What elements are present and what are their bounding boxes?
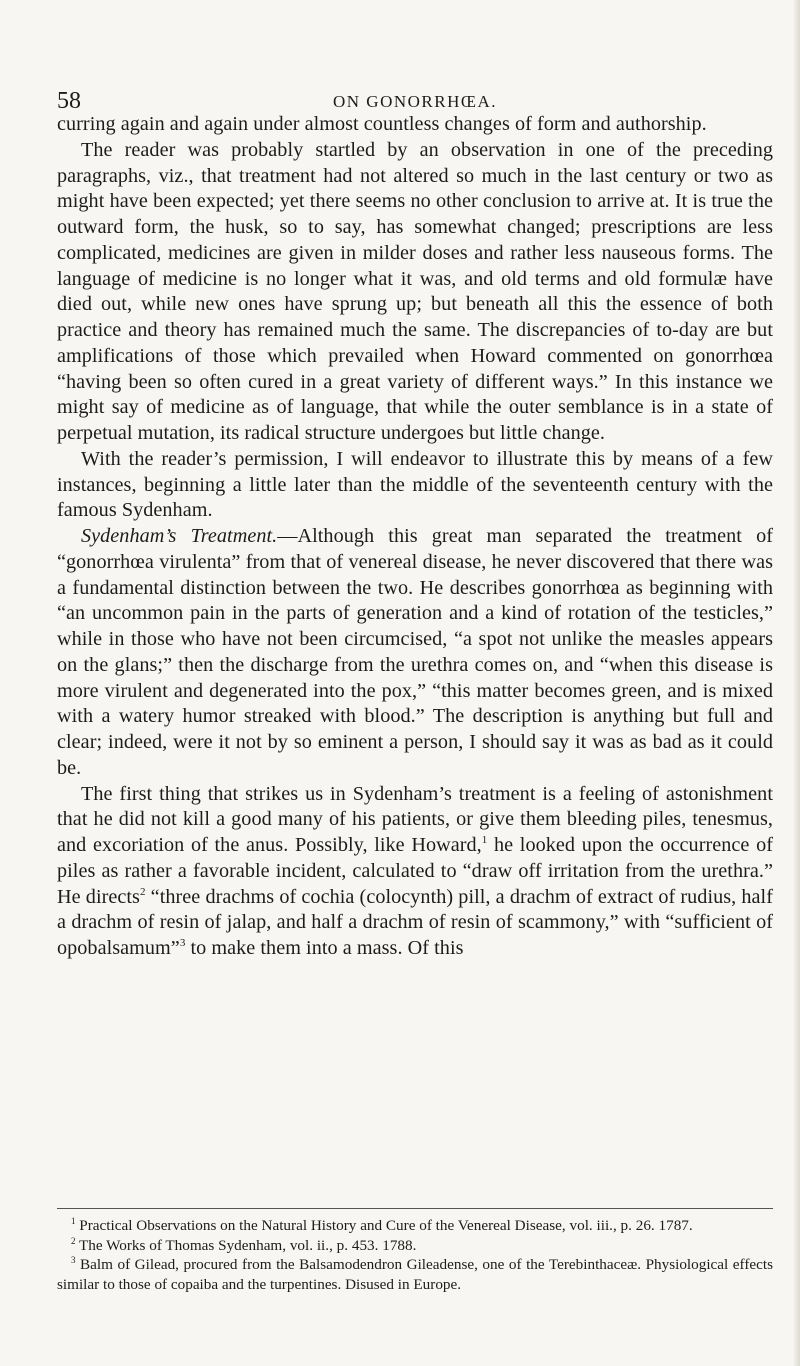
running-title: ON GONORRHŒA.	[332, 92, 497, 111]
footnote-text: The Works of Thomas Sydenham, vol. ii., p. 453. 1788.	[75, 1236, 417, 1254]
footnote-ref: 3	[179, 937, 186, 949]
footnote-text: Practical Observations on the Natural History and Cure of the Venereal Disease, vol. iii., p. 26. 1787.	[75, 1217, 693, 1234]
footnote-divider	[57, 1208, 773, 1209]
paragraph-text: to make them into a mass. Of this	[185, 937, 464, 959]
footnote-marker: 3	[71, 1255, 76, 1265]
footnote-marker: 1	[71, 1216, 76, 1226]
paragraph-with-references	[57, 782, 773, 962]
footnote-ref: 2	[139, 885, 146, 898]
paragraph: The reader was probably startled by an observation in one of the preceding paragraphs, viz., that treatment had not altered so much in the last century or two as might have been expected; yet there seems no other conclusion to arrive at. It is true the outward form, the husk, so to say, has somewhat changed; prescriptions are less complicated, medicines are given in milder doses and rather less nauseous forms. The language of medicine is no longer what it was, and old terms and old formulæ have died out, while new ones have sprung up; but beneath all this the essence of both practice and theory has remained much the same. The discrepancies of to-day are but amplifications of those which prevailed when Howard commented on gonorrhœa “having been so often cured in a great variety of different ways.” In this instance we might say of medicine as of language, that while the outer semblance is in a state of perpetual mutation, its radical structure undergoes but little change.	[57, 138, 773, 444]
footnote	[57, 1255, 773, 1294]
page-number: 58	[57, 88, 81, 114]
paragraph-text: The first thing that strikes us in Sydenham’s treatment is a feeling of astonishment that he did not kill a good many of his patients, or give them bleeding piles, tenesmus, and excoriation of the anus. Possibly, like Howard,	[57, 782, 773, 856]
paragraph-sydenham-treatment	[57, 524, 773, 782]
footnote-ref: 1	[481, 834, 488, 846]
footnote	[57, 1236, 773, 1256]
paragraph-continuation: curring again and again under almost countless changes of form and authorship.	[57, 113, 707, 135]
body-text	[57, 112, 773, 962]
footnote-marker: 2	[71, 1235, 76, 1246]
section-heading: Sydenham’s Treatment.	[81, 525, 278, 547]
footnote	[57, 1216, 773, 1236]
paragraph-text: he looked upon the occurrence of piles as rather a favorable incident, calculated to “draw off irritation from the urethra.” He directs	[57, 834, 773, 908]
paragraph-text: “three drachms of cochia (colocynth) pill, a drachm of extract of rudius, half a drachm of resin of jalap, and half a drachm of resin of scammony,” with “sufficient of opobalsamum”	[57, 885, 773, 959]
paragraph: With the reader’s permission, I will endeavor to illustrate this by means of a few instances, beginning a little later than the middle of the seventeenth century with the famous Sydenham.	[57, 447, 773, 522]
footnotes	[57, 1216, 773, 1294]
page-edge	[794, 0, 800, 1366]
footnote-text: Balm of Gilead, procured from the Balsamodendron Gileadense, one of the Terebinthaceæ. Physiological effects similar to those of copaiba and the turpentines. Disused in Europe.	[57, 1256, 773, 1293]
paragraph-text: —Although this great man separated the treatment of “gonorrhœa virulenta” from that of venereal disease, he never discovered that there was a fundamental distinction between the two. He describes gonorrhœa as beginning with “an uncommon pain in the parts of generation and a kind of rotation of the testicles,” while in those who have not been circumcised, “a spot not unlike the measles appears on the glans;” then the discharge from the urethra comes on, and “when this disease is more virulent and degenerated into the pox,” “this matter becomes green, and is mixed with a watery humor streaked with blood.” The description is anything but full and clear; indeed, were it not by so eminent a person, I should say it was as bad as it could be.	[57, 525, 773, 779]
